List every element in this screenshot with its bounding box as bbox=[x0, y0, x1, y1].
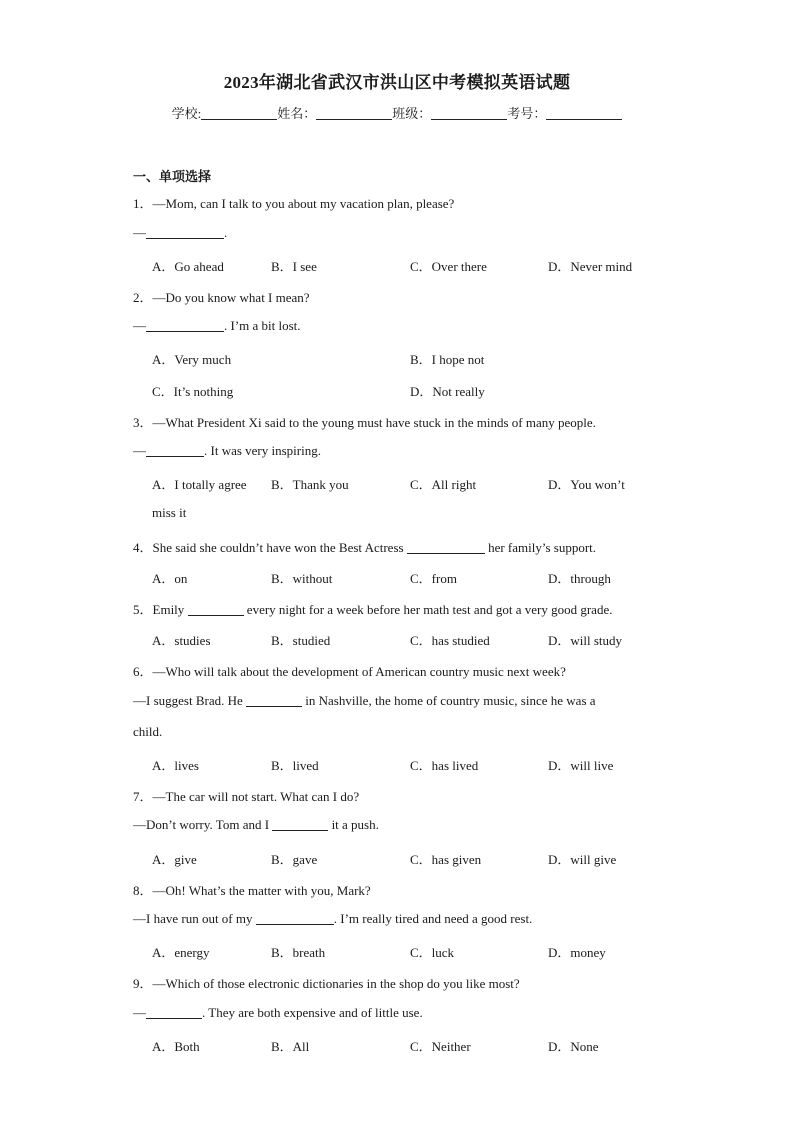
question-2-stem: 2．—Do you know what I mean? bbox=[133, 290, 310, 305]
question-1-answer-line: — . bbox=[133, 225, 228, 240]
class-label: 班级： bbox=[392, 106, 432, 121]
question-4-option-b[interactable]: B．without bbox=[271, 571, 333, 586]
question-6-option-a[interactable]: A．lives bbox=[152, 758, 199, 773]
question-8-option-a[interactable]: A．energy bbox=[152, 945, 210, 960]
question-2-option-b[interactable]: B．I hope not bbox=[410, 352, 485, 367]
question-2-answer-line: — . I’m a bit lost. bbox=[133, 318, 301, 333]
question-7-stem: 7．—The car will not start. What can I do? bbox=[133, 789, 360, 804]
question-4-option-d[interactable]: D．through bbox=[548, 571, 611, 586]
answer-blank[interactable] bbox=[272, 818, 328, 831]
question-6-answer-wrap: child. bbox=[133, 724, 163, 739]
question-4-stem: 4．She said she couldn’t have won the Best Actress her family’s support. bbox=[133, 540, 597, 555]
question-2-option-a[interactable]: A．Very much bbox=[152, 352, 232, 367]
section-title: 一、单项选择 bbox=[133, 169, 212, 184]
answer-blank[interactable] bbox=[188, 603, 244, 616]
question-5-option-d[interactable]: D．will study bbox=[548, 633, 623, 648]
question-8-answer-line: —I have run out of my . I’m really tired and need a good rest. bbox=[133, 911, 533, 926]
question-3-answer-line: — . It was very inspiring. bbox=[133, 443, 321, 458]
question-1-option-c[interactable]: C．Over there bbox=[410, 259, 487, 274]
question-6-stem: 6．—Who will talk about the development of American country music next week? bbox=[133, 664, 566, 679]
question-1-option-d[interactable]: D．Never mind bbox=[548, 259, 633, 274]
school-label: 学校: bbox=[171, 106, 202, 121]
question-7-answer-line: —Don’t worry. Tom and I it a push. bbox=[133, 817, 379, 832]
question-2-option-c[interactable]: C．It’s nothing bbox=[152, 384, 234, 399]
question-9-option-d[interactable]: D．None bbox=[548, 1039, 599, 1054]
answer-blank[interactable] bbox=[146, 444, 204, 457]
name-label: 姓名： bbox=[277, 106, 317, 121]
question-6-option-d[interactable]: D．will live bbox=[548, 758, 614, 773]
question-9-answer-line: — . They are both expensive and of little use. bbox=[133, 1005, 423, 1020]
question-5-option-b[interactable]: B．studied bbox=[271, 633, 331, 648]
answer-blank[interactable] bbox=[256, 912, 334, 925]
answer-blank[interactable] bbox=[146, 1006, 202, 1019]
question-7-option-a[interactable]: A．give bbox=[152, 852, 197, 867]
school-field[interactable] bbox=[201, 105, 277, 120]
question-7-option-d[interactable]: D．will give bbox=[548, 852, 617, 867]
question-3-option-c[interactable]: C．All right bbox=[410, 477, 477, 492]
question-9-stem: 9．—Which of those electronic dictionaries in the shop do you like most? bbox=[133, 976, 520, 991]
answer-blank[interactable] bbox=[246, 694, 302, 707]
question-3-option-a[interactable]: A．I totally agree bbox=[152, 477, 247, 492]
question-4-option-c[interactable]: C．from bbox=[410, 571, 457, 586]
question-5-option-a[interactable]: A．studies bbox=[152, 633, 211, 648]
question-9-option-c[interactable]: C．Neither bbox=[410, 1039, 471, 1054]
question-6-option-b[interactable]: B．lived bbox=[271, 758, 319, 773]
class-field[interactable] bbox=[431, 105, 507, 120]
question-3-option-b[interactable]: B．Thank you bbox=[271, 477, 349, 492]
question-7-option-b[interactable]: B．gave bbox=[271, 852, 318, 867]
question-8-option-b[interactable]: B．breath bbox=[271, 945, 326, 960]
number-label: 考号： bbox=[507, 106, 547, 121]
question-2-option-d[interactable]: D．Not really bbox=[410, 384, 485, 399]
question-3-option-d-wrap: miss it bbox=[152, 505, 187, 520]
question-6-option-c[interactable]: C．has lived bbox=[410, 758, 479, 773]
question-9-option-b[interactable]: B．All bbox=[271, 1039, 310, 1054]
question-5-stem: 5．Emily every night for a week before her math test and got a very good grade. bbox=[133, 602, 613, 617]
name-field[interactable] bbox=[316, 105, 392, 120]
question-5-option-c[interactable]: C．has studied bbox=[410, 633, 490, 648]
question-3-stem: 3．—What President Xi said to the young must have stuck in the minds of many people. bbox=[133, 415, 596, 430]
question-8-option-c[interactable]: C．luck bbox=[410, 945, 455, 960]
number-field[interactable] bbox=[546, 105, 622, 120]
question-8-stem: 8．—Oh! What’s the matter with you, Mark? bbox=[133, 883, 371, 898]
page-title: 2023年湖北省武汉市洪山区中考模拟英语试题 bbox=[223, 73, 571, 92]
question-1-option-b[interactable]: B．I see bbox=[271, 259, 317, 274]
answer-blank[interactable] bbox=[407, 541, 485, 554]
question-4-option-a[interactable]: A．on bbox=[152, 571, 188, 586]
student-info-row bbox=[0, 103, 794, 122]
question-1-stem: 1．—Mom, can I talk to you about my vacation plan, please? bbox=[133, 196, 455, 211]
question-6-answer-line: —I suggest Brad. He in Nashville, the home of country music, since he was a bbox=[133, 693, 596, 708]
question-9-option-a[interactable]: A．Both bbox=[152, 1039, 200, 1054]
answer-blank[interactable] bbox=[146, 319, 224, 332]
question-7-option-c[interactable]: C．has given bbox=[410, 852, 482, 867]
answer-blank[interactable] bbox=[146, 226, 224, 239]
question-3-option-d[interactable]: D．You won’t bbox=[548, 477, 625, 492]
question-1-option-a[interactable]: A．Go ahead bbox=[152, 259, 224, 274]
question-8-option-d[interactable]: D．money bbox=[548, 945, 606, 960]
